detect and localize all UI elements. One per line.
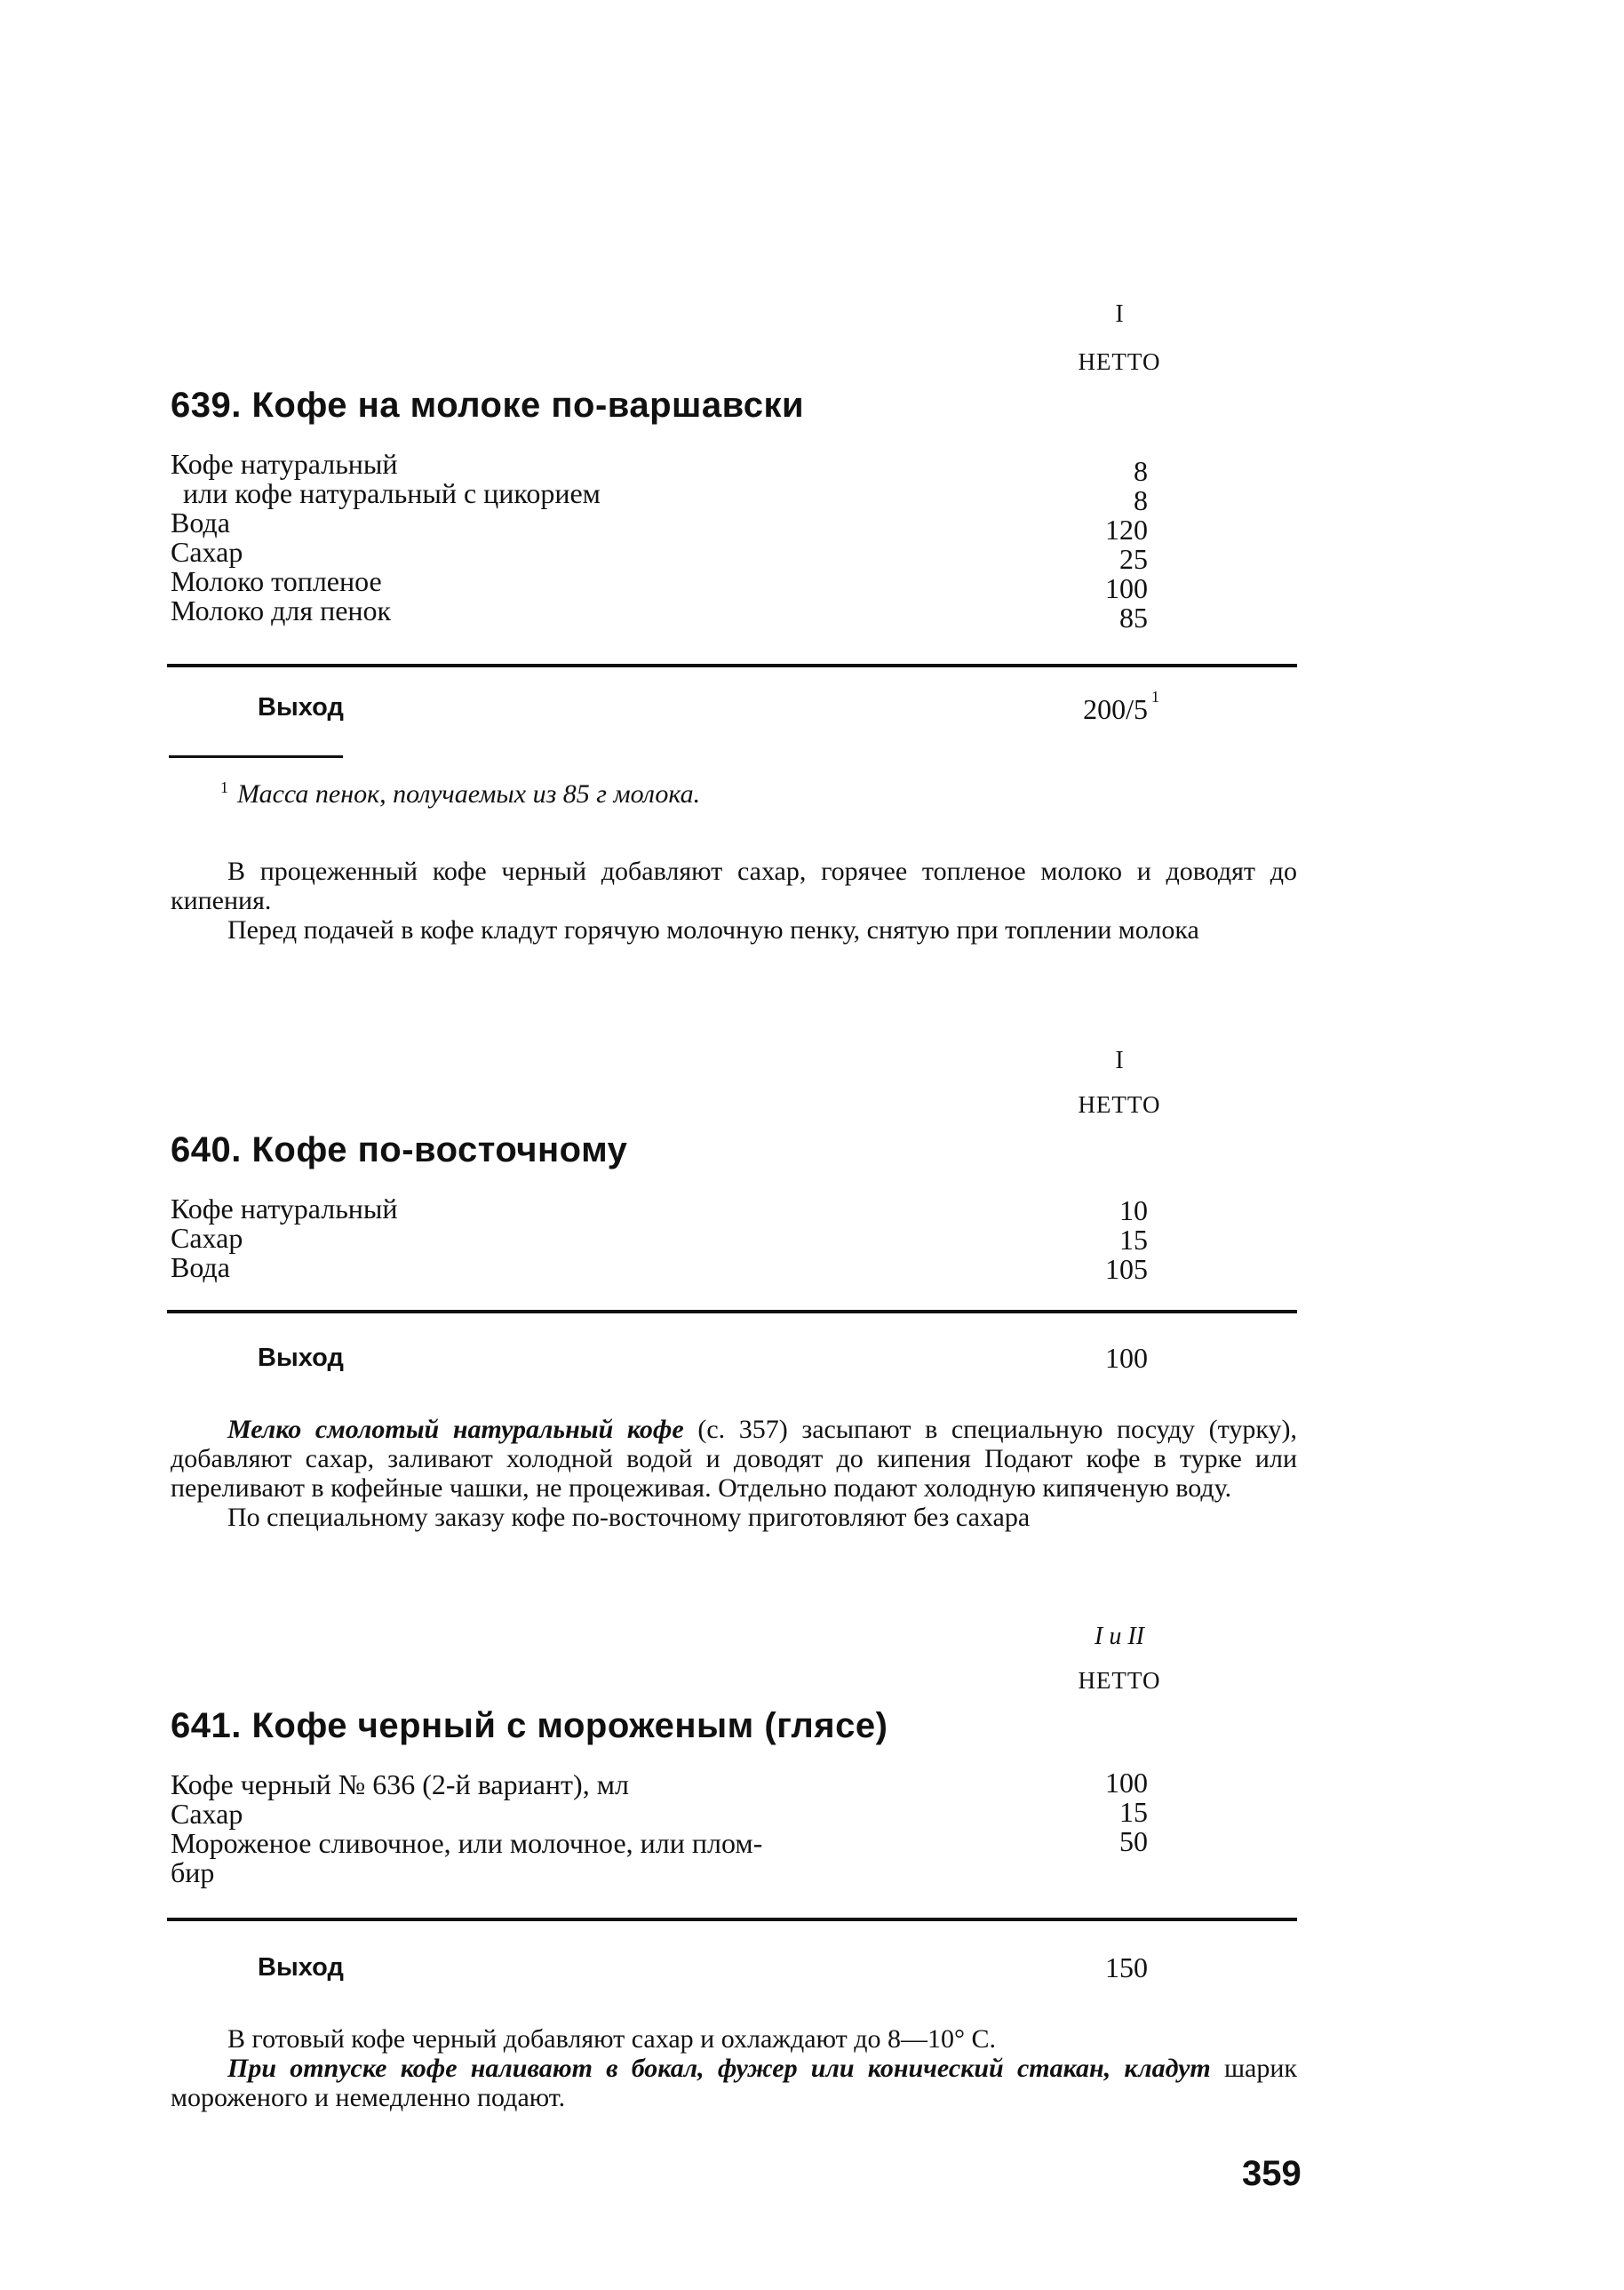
ingredient-name: Сахар	[171, 1798, 243, 1830]
ingredient-name: Вода	[171, 1251, 230, 1283]
ingredient-name: Молоко для пенок	[171, 594, 392, 626]
table-rule	[167, 1310, 1297, 1313]
method-text	[171, 2024, 1297, 2112]
ingredient-value: 10	[1119, 1194, 1148, 1226]
method-paragraph: В процеженный кофе черный добавляют сахар, горячее топленое молоко и доводят до кипения.	[171, 857, 1297, 915]
footnote-ref: 1	[1151, 688, 1159, 706]
footnote-mark: 1	[220, 778, 228, 796]
ingredient-value: 50	[1119, 1825, 1148, 1857]
method-paragraph: В готовый кофе черный добавляют сахар и охлаждают до 8—10° С.	[227, 2024, 996, 2054]
ingredient-name: Вода	[171, 507, 230, 539]
ingredient-name: Мороженое сливочное, или молочное, или плом-	[171, 1827, 763, 1859]
ingredient-name: Кофе натуральный	[171, 1193, 398, 1225]
table-rule	[167, 1918, 1297, 1921]
yield-label: Выход	[258, 1344, 344, 1372]
ingredient-name: Сахар	[171, 1222, 243, 1254]
column-header-category: I и II	[1095, 1623, 1144, 1650]
method-text	[171, 1415, 1297, 1532]
ingredient-list	[171, 450, 601, 626]
ingredient-value: 15	[1119, 1224, 1148, 1256]
ingredient-name: Сахар	[171, 536, 243, 568]
ingredient-value: 8	[1134, 455, 1148, 487]
ingredient-name: или кофе натуральный с цикорием	[183, 477, 601, 509]
ingredient-value: 8	[1134, 484, 1148, 516]
ingredient-name: бир	[171, 1856, 215, 1888]
method-italic: При отпуске кофе наливают в бокал, фужер или конический стакан, кладут	[227, 2054, 1211, 2083]
column-header-netto: НЕТТО	[1078, 1091, 1161, 1118]
recipe-title: 640. Кофе по-восточному	[171, 1130, 628, 1169]
footnote	[220, 778, 700, 810]
yield-label: Выход	[258, 693, 344, 722]
ingredient-value: 25	[1119, 543, 1148, 575]
method-paragraph	[171, 2054, 1297, 2112]
ingredient-values	[1048, 1768, 1148, 1856]
yield-value	[1031, 688, 1159, 726]
footnote-text: Масса пенок, получаемых из 85 г молока.	[237, 779, 701, 809]
ingredient-value: 85	[1119, 602, 1148, 634]
method-text	[171, 857, 1297, 945]
ingredient-value: 100	[1105, 1767, 1148, 1799]
yield-value: 150	[1105, 1951, 1148, 1983]
yield-value: 100	[1105, 1342, 1148, 1374]
method-rest: шарик мороженого и немедленно подают.	[171, 2054, 1297, 2112]
ingredient-value: 100	[1105, 572, 1148, 604]
ingredient-list	[171, 1194, 398, 1282]
ingredient-list	[171, 1770, 762, 1887]
column-header-category: I	[1115, 1047, 1124, 1074]
ingredient-value: 105	[1105, 1253, 1148, 1285]
footnote-rule	[169, 755, 343, 758]
table-rule	[167, 664, 1297, 667]
method-paragraph: Перед подачей в кофе кладут горячую молочную пенку, снятую при топлении молока	[227, 915, 1199, 945]
yield-number: 200/5	[1083, 693, 1148, 725]
ingredient-value: 15	[1119, 1796, 1148, 1828]
column-header-netto: НЕТТО	[1078, 348, 1161, 375]
ingredient-value: 120	[1105, 514, 1148, 546]
recipe-title: 639. Кофе на молоке по-варшавски	[171, 386, 805, 425]
yield-label: Выход	[258, 1953, 344, 1982]
column-header-category: I	[1115, 300, 1124, 328]
method-paragraph: По специальному заказу кофе по-восточному приготовляют без сахара	[227, 1503, 1031, 1532]
ingredient-values	[1048, 457, 1148, 633]
method-lead: Мелко смолотый натуральный кофе	[227, 1415, 684, 1444]
page-number: 359	[1242, 2154, 1302, 2193]
recipe-title: 641. Кофе черный с мороженым (глясе)	[171, 1706, 888, 1745]
column-header-netto: НЕТТО	[1078, 1667, 1161, 1694]
ingredient-name: Молоко топленое	[171, 565, 382, 597]
method-rest: (с. 357) засыпают в специальную посуду (турку), добавляют сахар, заливают холодной водой и доводят до кипения Подают кофе в турке или переливают в кофейные чашки, не процеживая. Отдельно подают холодную кипяченую воду.	[171, 1415, 1298, 1503]
ingredient-name: Кофе черный № 636 (2-й вариант), мл	[171, 1768, 629, 1800]
method-paragraph	[171, 1415, 1297, 1503]
ingredient-values	[1048, 1196, 1148, 1284]
ingredient-name: Кофе натуральный	[171, 448, 398, 480]
